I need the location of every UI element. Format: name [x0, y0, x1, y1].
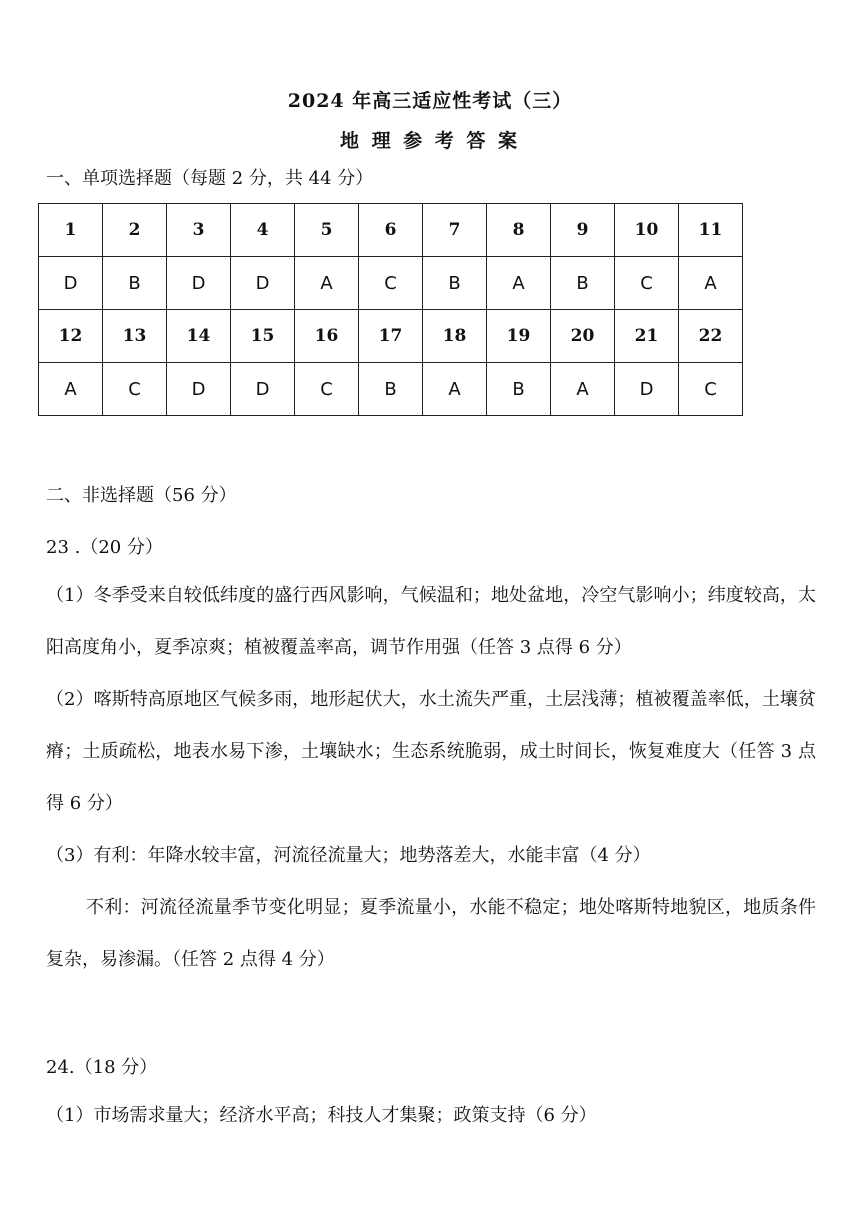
question-number: 4 [231, 204, 295, 257]
question-number: 12 [39, 310, 103, 363]
answer-cell: B [103, 257, 167, 310]
answer-cell: D [167, 363, 231, 416]
section-1-heading: 一、单项选择题（每题 2 分，共 44 分） [46, 168, 374, 189]
question-number: 1 [39, 204, 103, 257]
question-number: 13 [103, 310, 167, 363]
question-number: 6 [359, 204, 423, 257]
answer-cell: D [231, 363, 295, 416]
page-title: 2024 年高三适应性考试（三） [287, 90, 573, 112]
answer-cell: D [231, 257, 295, 310]
answer-cell: B [487, 363, 551, 416]
answer-cell: A [487, 257, 551, 310]
answer-cell: A [551, 363, 615, 416]
answer-cell: D [39, 257, 103, 310]
question-23-part-1: （1）冬季受来自较低纬度的盛行西风影响，气候温和；地处盆地，冷空气影响小；纬度较高，太阳高度角小，夏季凉爽；植被覆盖率高，调节作用强（任答 3 点得 6 分） [46, 585, 816, 658]
answer-cell: B [423, 257, 487, 310]
question-number: 18 [423, 310, 487, 363]
answer-table [38, 203, 743, 416]
question-number: 9 [551, 204, 615, 257]
question-24-heading: 24.（18 分） [46, 1057, 158, 1078]
answer-cell: A [295, 257, 359, 310]
question-number: 3 [167, 204, 231, 257]
question-number: 2 [103, 204, 167, 257]
question-23-part-3-favorable: （3）有利：年降水较丰富，河流径流量大；地势落差大，水能丰富（4 分） [46, 845, 651, 866]
question-number: 20 [551, 310, 615, 363]
question-number: 11 [679, 204, 743, 257]
answer-cell: D [615, 363, 679, 416]
answer-cell: C [295, 363, 359, 416]
question-number: 19 [487, 310, 551, 363]
answer-cell: C [679, 363, 743, 416]
section-2-heading: 二、非选择题（56 分） [46, 485, 237, 506]
question-number: 14 [167, 310, 231, 363]
question-number: 22 [679, 310, 743, 363]
question-23-part-3-unfavorable: 不利：河流径流量季节变化明显；夏季流量小，水能不稳定；地处喀斯特地貌区，地质条件复杂，易渗漏。（任答 2 点得 4 分） [46, 897, 816, 970]
answer-cell: A [423, 363, 487, 416]
answer-cell: C [359, 257, 423, 310]
answer-cell: C [615, 257, 679, 310]
question-24-part-1: （1）市场需求量大；经济水平高；科技人才集聚；政策支持（6 分） [46, 1105, 597, 1126]
answer-cell: D [167, 257, 231, 310]
question-number: 7 [423, 204, 487, 257]
question-number: 10 [615, 204, 679, 257]
answer-cell: C [103, 363, 167, 416]
answer-cell: A [39, 363, 103, 416]
answer-row [39, 257, 743, 310]
answer-cell: A [679, 257, 743, 310]
question-number-row [39, 204, 743, 257]
answer-row [39, 363, 743, 416]
question-number: 16 [295, 310, 359, 363]
question-number: 15 [231, 310, 295, 363]
question-number: 21 [615, 310, 679, 363]
question-number: 8 [487, 204, 551, 257]
question-number: 5 [295, 204, 359, 257]
question-number-row [39, 310, 743, 363]
question-23-part-2: （2）喀斯特高原地区气候多雨，地形起伏大，水土流失严重，土层浅薄；植被覆盖率低，土壤贫瘠；土质疏松，地表水易下渗，土壤缺水；生态系统脆弱，成土时间长，恢复难度大（任答 3 点得 6 分） [46, 689, 816, 814]
answer-cell: B [359, 363, 423, 416]
page-subtitle: 地 理 参 考 答 案 [339, 130, 521, 152]
answer-cell: B [551, 257, 615, 310]
question-23-heading: 23 .（20 分） [46, 537, 163, 558]
question-number: 17 [359, 310, 423, 363]
